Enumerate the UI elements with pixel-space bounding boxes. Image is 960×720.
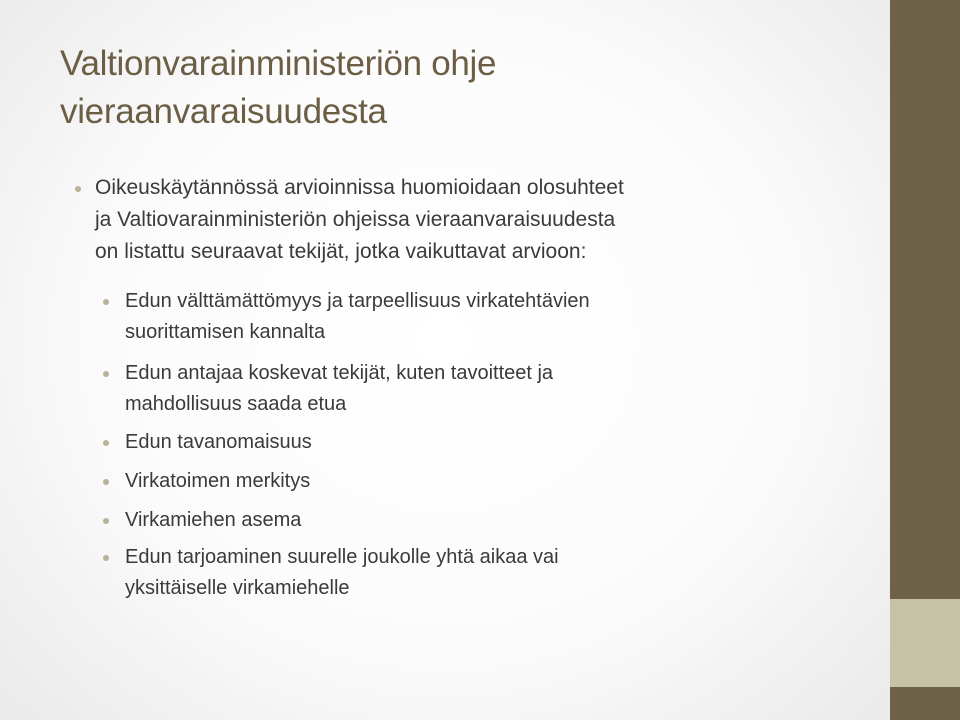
- bullet-line: on listattu seuraavat tekijät, jotka vaikuttavat arvioon:: [95, 240, 587, 263]
- accent-block: [890, 599, 960, 687]
- bullet-dot-icon: [103, 299, 109, 305]
- bullet-line: ja Valtiovarainministeriön ohjeissa vieraanvaraisuudesta: [95, 208, 616, 231]
- bullet-dot-icon: [103, 440, 109, 446]
- bullet-line: Edun tavanomaisuus: [125, 431, 312, 453]
- sub-bullet-item: [125, 542, 559, 604]
- bullet-line: suorittamisen kannalta: [125, 321, 326, 343]
- slide-title-line: vieraanvaraisuudesta: [60, 92, 387, 131]
- sub-bullet-item: [125, 466, 310, 497]
- bullet-line: Edun tarjoaminen suurelle joukolle yhtä aikaa vai: [125, 546, 559, 568]
- bullet-line: Virkamiehen asema: [125, 509, 302, 531]
- bullet-dot-icon: [75, 186, 81, 192]
- bullet-dot-icon: [103, 479, 109, 485]
- bullet-dot-icon: [103, 555, 109, 561]
- sub-bullet-item: [125, 286, 590, 348]
- bullet-line: Virkatoimen merkitys: [125, 470, 311, 492]
- sub-bullet-item: [125, 427, 312, 458]
- bullet-line: Edun välttämättömyys ja tarpeellisuus virkatehtävien: [125, 290, 590, 312]
- bullet-dot-icon: [103, 518, 109, 524]
- sub-bullet-item: [125, 358, 553, 420]
- bullet-line: yksittäiselle virkamiehelle: [125, 577, 350, 599]
- slide-title-line: Valtionvarainministeriön ohje: [60, 44, 497, 83]
- bullet-line: Oikeuskäytännössä arvioinnissa huomioidaan olosuhteet: [95, 176, 624, 199]
- bullet-line: mahdollisuus saada etua: [125, 393, 347, 415]
- bullet-line: Edun antajaa koskevat tekijät, kuten tavoitteet ja: [125, 362, 554, 384]
- bullet-intro: [95, 172, 624, 268]
- sub-bullet-item: [125, 505, 301, 536]
- bullet-dot-icon: [103, 371, 109, 377]
